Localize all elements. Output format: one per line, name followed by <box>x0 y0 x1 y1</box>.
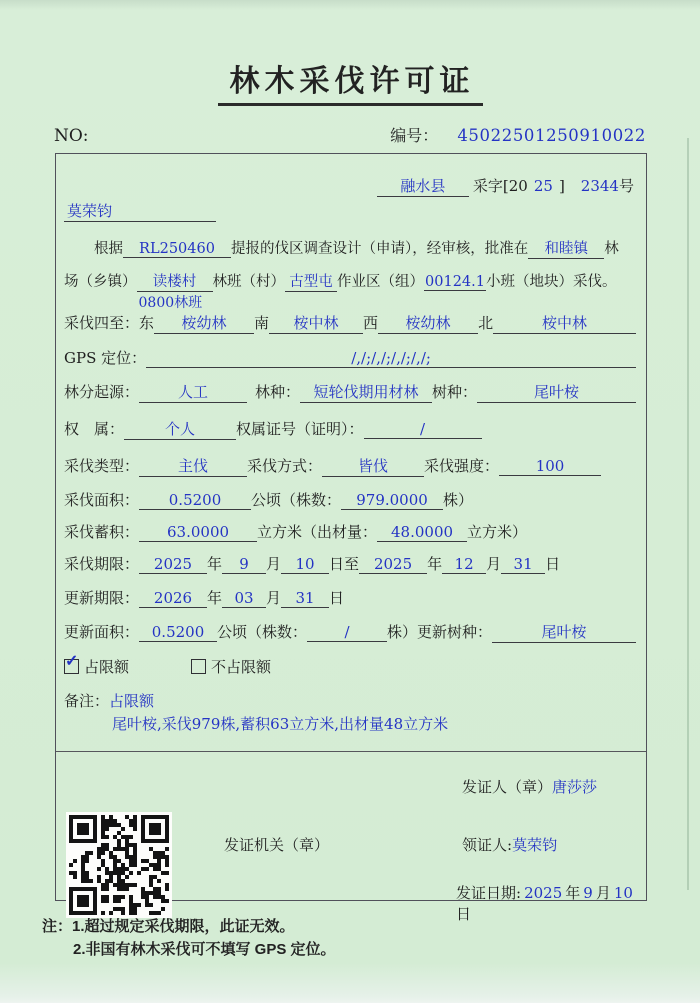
gps-value: /,/;/,/;/,/;/,/; <box>146 349 636 368</box>
page-title: 林木采伐许可证 <box>218 56 483 106</box>
cutting-method-value: 皆伐 <box>322 455 424 477</box>
renewal-area-mid-label: 公顷（株数： <box>217 623 308 641</box>
issuer-label: 发证人（章） <box>462 778 553 796</box>
cutting-volume-label: 采伐蓄积： <box>64 523 140 541</box>
cutting-volume-line <box>64 521 636 542</box>
renewal-month: 03 <box>222 589 266 608</box>
east-value: 桉幼林 <box>154 312 254 334</box>
issuer-name: 唐莎莎 <box>552 778 598 796</box>
ownership-label: 权 属： <box>64 420 125 438</box>
cutting-area-mid-label: 公顷（株数： <box>251 491 342 509</box>
gps-line <box>64 347 636 368</box>
certificate-form <box>55 153 647 923</box>
issue-date-line <box>456 882 636 924</box>
renewal-species-value: 尾叶桉 <box>492 621 636 643</box>
issue-date-year: 2025 <box>524 884 563 902</box>
doc-bracket: ] <box>558 177 565 195</box>
to-char: 日至 <box>329 555 360 573</box>
east-label: 东 <box>139 314 155 332</box>
qr-code <box>66 812 172 918</box>
cutting-period-line <box>64 553 636 574</box>
west-label: 西 <box>363 314 379 332</box>
renewal-year-char: 年 <box>207 589 223 607</box>
period-end-month: 12 <box>442 555 486 574</box>
north-value: 桉中林 <box>493 312 636 334</box>
basis-tail-label: 林 <box>604 241 619 257</box>
basis-line-1 <box>64 237 636 259</box>
remarks-label: 备注： <box>64 692 110 710</box>
farm-value <box>137 270 213 311</box>
cutting-type-label: 采伐类型： <box>64 457 140 475</box>
renewal-period-label: 更新期限： <box>64 589 140 607</box>
farm-label: 场（乡镇） <box>64 274 137 290</box>
basis-line-2 <box>64 270 636 311</box>
period-start-day: 10 <box>281 555 329 574</box>
year-char: 年 <box>207 555 223 573</box>
cutting-area-label: 采伐面积： <box>64 491 140 509</box>
issue-day-char: 日 <box>456 905 472 923</box>
basis-lead-label: 根据 <box>94 241 123 257</box>
applicant-name: 莫荣钧 <box>64 200 216 222</box>
output-volume-value: 48.0000 <box>377 523 467 542</box>
receiver-label: 领证人: <box>462 836 513 854</box>
month-char-2: 月 <box>486 555 502 573</box>
remarks-line-1 <box>64 690 636 711</box>
checkmark-icon: ✓ <box>65 651 79 670</box>
ownership-value: 个人 <box>124 418 236 440</box>
footnote-1: 1.超过规定采伐期限，此证无效。 <box>72 918 295 935</box>
day-char: 日 <box>545 555 561 573</box>
issue-month-char: 月 <box>595 884 611 902</box>
renewal-area-value: 0.5200 <box>139 623 217 642</box>
forest-type-value: 短轮伐期用材林 <box>300 381 432 403</box>
cutting-volume-mid-label: 立方米（出材量： <box>257 523 378 541</box>
renewal-day: 31 <box>281 589 329 608</box>
occupies-quota-label: 占限额 <box>84 658 130 676</box>
cutting-intensity-value: 100 <box>499 457 601 476</box>
renewal-area-line <box>64 621 636 643</box>
period-end-day: 31 <box>501 555 545 574</box>
cutting-volume-value: 63.0000 <box>139 523 257 542</box>
receiver-line <box>462 834 557 855</box>
no-label: NO: <box>54 126 89 146</box>
block-value: 00124.1 <box>425 274 485 290</box>
county-value: 融水县 <box>377 175 469 197</box>
issue-date-month: 9 <box>583 884 593 902</box>
block-label: 小班（地块）采伐。 <box>486 274 617 290</box>
occupies-quota-checkbox[interactable] <box>64 651 79 674</box>
serial-label: 编号： <box>390 126 439 145</box>
tree-count-value: 979.0000 <box>341 491 443 510</box>
renewal-area-label: 更新面积： <box>64 623 140 641</box>
farm-compartment-text: 0800林班 <box>138 295 203 311</box>
authority-label: 发证机关（章） <box>224 836 330 854</box>
boundaries-line <box>64 312 636 334</box>
year-char-2: 年 <box>427 555 443 573</box>
doc-prefix: 采字[20 <box>472 177 528 195</box>
forest-origin-line <box>64 381 636 403</box>
renewal-trees-value: / <box>307 623 387 642</box>
tree-count-end-label: 株） <box>443 491 474 509</box>
serial-row <box>54 123 646 146</box>
remarks-line-2 <box>64 713 636 734</box>
issue-date-day: 10 <box>613 884 633 902</box>
south-value: 桉中林 <box>269 312 363 334</box>
species-value: 尾叶桉 <box>477 381 636 403</box>
village-value: 古型屯 <box>285 270 337 292</box>
west-value: 桉幼林 <box>378 312 478 334</box>
issue-date-label: 发证日期: <box>456 884 522 902</box>
issuer-line <box>462 776 597 797</box>
design-no-value: RL250460 <box>123 241 231 258</box>
forest-type-label: 林种： <box>255 383 301 401</box>
output-volume-end-label: 立方米） <box>467 523 528 541</box>
doc-suffix: 号 <box>618 177 634 195</box>
cutting-area-value: 0.5200 <box>139 491 251 510</box>
south-label: 南 <box>254 314 270 332</box>
north-label: 北 <box>478 314 494 332</box>
cutting-method-label: 采伐方式： <box>247 457 323 475</box>
town-value: 和睦镇 <box>528 237 604 259</box>
issue-year-char: 年 <box>565 884 581 902</box>
paper-fold-line <box>687 138 689 890</box>
period-start-month: 9 <box>222 555 266 574</box>
footnote-label: 注： <box>42 918 73 935</box>
receiver-name: 莫荣钧 <box>512 836 558 854</box>
doc-year: 25 <box>533 177 553 195</box>
signature-area <box>64 752 636 924</box>
cutting-period-label: 采伐期限： <box>64 555 140 573</box>
ownership-cert-value: / <box>364 420 482 439</box>
ownership-line <box>64 418 636 440</box>
applicant-line <box>64 200 636 222</box>
remarks-value-2: 尾叶桉,采伐979株,蓄积63立方米,出材量48立方米 <box>112 715 449 733</box>
month-char: 月 <box>266 555 282 573</box>
cutting-type-value: 主伐 <box>139 455 247 477</box>
work-area-label: 作业区（组） <box>337 274 424 290</box>
renewal-month-char: 月 <box>266 589 282 607</box>
serial-number: 45022501250910022 <box>457 126 646 145</box>
remarks-value-1: 占限额 <box>109 692 155 710</box>
renewal-year: 2026 <box>139 589 207 608</box>
renewal-period-line <box>64 587 636 608</box>
period-start-year: 2025 <box>139 555 207 574</box>
quota-line <box>64 651 636 677</box>
basis-mid-label: 提报的伐区调查设计（申请），经审核，批准在 <box>231 241 529 257</box>
boundaries-label: 采伐四至： <box>64 314 140 332</box>
no-quota-label: 不占限额 <box>211 658 272 676</box>
doc-number-line <box>64 175 636 197</box>
origin-value: 人工 <box>139 381 247 403</box>
renewal-day-char: 日 <box>329 589 345 607</box>
doc-serial: 2344 <box>580 177 619 195</box>
origin-label: 林分起源： <box>64 383 140 401</box>
forest-block-label: 林班（村） <box>212 274 285 290</box>
cutting-type-line <box>64 455 636 477</box>
cutting-area-line <box>64 489 636 510</box>
renewal-trees-end-label: 株）更新树种： <box>387 623 493 641</box>
ownership-cert-label: 权属证号（证明）： <box>236 420 364 438</box>
species-label: 树种： <box>432 383 478 401</box>
farm-village-text: 读楼村 <box>152 274 197 290</box>
no-quota-checkbox[interactable] <box>191 659 206 674</box>
gps-label: GPS 定位： <box>64 349 147 367</box>
cutting-intensity-label: 采伐强度： <box>424 457 500 475</box>
period-end-year: 2025 <box>359 555 427 574</box>
footnote-2: 2.非国有林木采伐可不填写 GPS 定位。 <box>73 941 336 958</box>
